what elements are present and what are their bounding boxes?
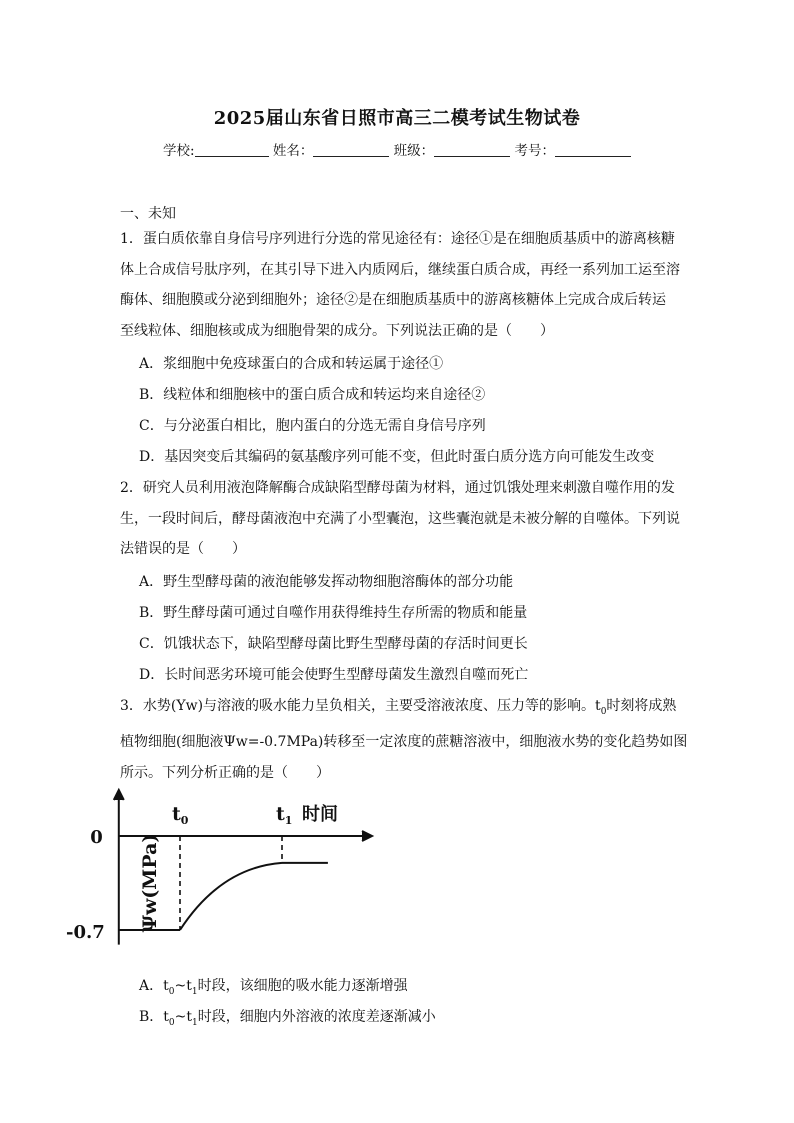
exam-no-blank[interactable] (555, 143, 631, 157)
q3-option-a[interactable]: A．$t_0\sim t_1$时段，该细胞的吸水能力逐渐增强 (139, 978, 408, 997)
school-blank[interactable] (195, 143, 269, 157)
stem-line: 酶体、细胞膜或分泌到细胞外；途径②是在细胞质基质中的游离核糖体上完成合成后转运 (120, 292, 666, 308)
x-axis-label: 时间 (302, 804, 338, 825)
y-tick-label-0: 0 (90, 827, 103, 848)
question-1-stem (120, 224, 680, 346)
name-label: 姓名： (272, 143, 314, 159)
class-blank[interactable] (434, 143, 510, 157)
stem-line-3: 所示。下列分析正确的是（ ） (120, 764, 330, 781)
stem-line: 生，一段时间后，酵母菌液泡中充满了小型囊泡，这些囊泡就是未被分解的自噬体。下列说 (120, 510, 680, 527)
q2-option-c[interactable]: C．饥饿状态下，缺陷型酵母菌比野生型酵母菌的存活时间更长 (139, 636, 528, 652)
student-info-line (0, 139, 794, 159)
q2-option-b[interactable]: B．野生酵母菌可通过自噬作用获得维持生存所需的物质和能量 (139, 605, 528, 621)
name-blank[interactable] (313, 143, 389, 157)
q1-option-d[interactable]: D．基因突变后其编码的氨基酸序列可能不变，但此时蛋白质分选方向可能发生改变 (139, 449, 655, 465)
stem-line: 法错误的是（ ） (120, 541, 246, 557)
question-2-stem (120, 473, 680, 565)
exam-no-label: 考号： (514, 143, 555, 159)
class-label: 班级： (393, 143, 435, 159)
page-title: 2025届山东省日照市高三二模考试生物试卷 (213, 108, 581, 129)
stem-line: 1．蛋白质依靠自身信号序列进行分选的常见途径有：途径①是在细胞质基质中的游离核糖 (120, 231, 675, 247)
stem-line: 体上合成信号肽序列，在其引导下进入内质网后，继续蛋白质合成，再经一系列加工运至溶 (120, 261, 680, 278)
section-title: 一、未知 (120, 206, 176, 222)
y-tick-label-neg07: -0.7 (66, 922, 105, 943)
tick-label-t0: $t_0$ (172, 803, 189, 827)
water-potential-chart (66, 786, 390, 956)
question-3-stem (120, 691, 688, 788)
tick-label-t1: $t_1$ (276, 803, 293, 827)
q1-option-a[interactable]: A．浆细胞中免疫球蛋白的合成和转运属于途径① (139, 356, 444, 372)
school-label: 学校: (163, 143, 195, 159)
stem-line: 2．研究人员利用液泡降解酶合成缺陷型酵母菌为材料，通过饥饿处理来刺激自噬作用的发 (120, 480, 675, 496)
q2-option-d[interactable]: D．长时间恶劣环境可能会使野生型酵母菌发生激烈自噬而死亡 (139, 667, 529, 683)
y-axis-arrow (114, 790, 124, 800)
q1-option-c[interactable]: C．与分泌蛋白相比，胞内蛋白的分选无需自身信号序列 (139, 418, 486, 434)
series-curve (180, 863, 282, 930)
stem-line: 至线粒体、细胞核或成为细胞骨架的成分。下列说法正确的是（ ） (120, 322, 554, 339)
stem-line-2: 植物细胞(细胞液Ψw=-0.7MPa)转移至一定浓度的蔗糖溶液中，细胞液水势的变化趋势如图 (120, 734, 688, 751)
q3-option-b[interactable]: B．$t_0\sim t_1$时段，细胞内外溶液的浓度差逐渐减小 (139, 1009, 436, 1028)
y-axis-label: Ψw(MPa) (139, 833, 161, 933)
q2-option-a[interactable]: A．野生型酵母菌的液泡能够发挥动物细胞溶酶体的部分功能 (139, 574, 514, 590)
x-axis-arrow (362, 831, 372, 841)
stem-line-1: 3．水势(Yw)与溶液的吸水能力呈负相关，主要受溶液浓度、压力等的影响。$t_0$时刻将成熟 (120, 698, 677, 717)
q1-option-b[interactable]: B．线粒体和细胞核中的蛋白质合成和转运均来自途径② (139, 387, 486, 403)
